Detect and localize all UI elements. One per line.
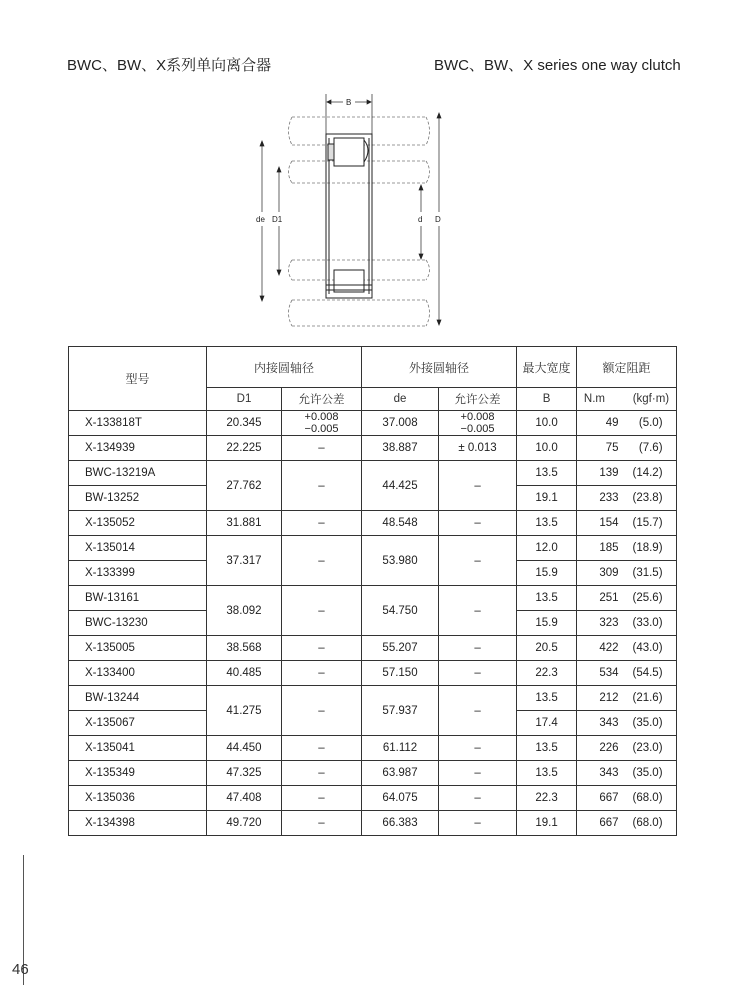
torque-kgf: (68.0) xyxy=(632,817,663,829)
width-b-cell: 22.3 xyxy=(517,661,577,686)
torque-nm: 667 xyxy=(599,792,619,804)
torque-kgf: (25.6) xyxy=(632,592,663,604)
header-model: 型号 xyxy=(69,347,207,411)
torque-nm: 422 xyxy=(599,642,619,654)
clutch-cross-section-diagram xyxy=(230,90,460,340)
d1-cell: 47.325 xyxy=(207,761,282,786)
torque-nm: 233 xyxy=(599,492,619,504)
tolerance-value: −0.005 xyxy=(304,423,339,435)
model-cell: X-135005 xyxy=(69,636,207,661)
tolerance-outer-cell xyxy=(439,586,517,636)
d1-cell: 22.225 xyxy=(207,436,282,461)
header-kgf: (kgf·m) xyxy=(632,393,670,405)
torque-nm: 667 xyxy=(599,817,619,829)
width-b-cell: 13.5 xyxy=(517,461,577,486)
header-tolerance-outer: 允许公差 xyxy=(439,388,517,411)
model-cell: X-135014 xyxy=(69,536,207,561)
de-cell: 57.937 xyxy=(362,686,439,736)
tolerance-value: – xyxy=(318,704,325,717)
header-inner-diameter: 内接圆轴径 xyxy=(207,347,362,388)
model-cell: X-133399 xyxy=(69,561,207,586)
d1-cell: 49.720 xyxy=(207,811,282,836)
width-b-cell: 13.5 xyxy=(517,586,577,611)
label-d-large: D xyxy=(435,215,441,224)
tolerance-value: – xyxy=(474,704,481,717)
header-de: de xyxy=(362,388,439,411)
de-cell: 57.150 xyxy=(362,661,439,686)
torque-nm: 251 xyxy=(599,592,619,604)
torque-cell xyxy=(577,561,677,586)
label-d-small: d xyxy=(418,215,423,224)
torque-cell xyxy=(577,511,677,536)
de-cell: 54.750 xyxy=(362,586,439,636)
tolerance-outer-cell xyxy=(439,411,517,436)
torque-nm: 185 xyxy=(599,542,619,554)
tolerance-value: – xyxy=(318,604,325,617)
width-b-cell: 17.4 xyxy=(517,711,577,736)
torque-cell xyxy=(577,786,677,811)
table-row xyxy=(69,761,677,786)
d1-cell: 38.568 xyxy=(207,636,282,661)
torque-cell xyxy=(577,461,677,486)
width-b-cell: 10.0 xyxy=(517,436,577,461)
header-outer-diameter: 外接圆轴径 xyxy=(362,347,517,388)
header-rated-torque: 额定阻距 xyxy=(577,347,677,388)
torque-kgf: (54.5) xyxy=(632,667,663,679)
label-b: B xyxy=(346,98,352,107)
width-b-cell: 10.0 xyxy=(517,411,577,436)
tolerance-inner-cell xyxy=(282,461,362,511)
header-nm: N.m xyxy=(583,393,606,405)
label-de: de xyxy=(256,215,265,224)
tolerance-outer-cell xyxy=(439,511,517,536)
model-cell: X-134939 xyxy=(69,436,207,461)
torque-nm: 343 xyxy=(599,717,619,729)
tolerance-outer-cell xyxy=(439,786,517,811)
tolerance-value: – xyxy=(318,642,325,654)
model-cell: BW-13252 xyxy=(69,486,207,511)
tolerance-value: – xyxy=(474,642,481,654)
torque-kgf: (5.0) xyxy=(638,417,663,429)
table-row xyxy=(69,686,677,711)
spec-table xyxy=(68,346,677,836)
de-cell: 64.075 xyxy=(362,786,439,811)
width-b-cell: 13.5 xyxy=(517,511,577,536)
tolerance-inner-cell xyxy=(282,736,362,761)
tolerance-value: −0.005 xyxy=(460,423,495,435)
tolerance-value: – xyxy=(474,517,481,529)
de-cell: 38.887 xyxy=(362,436,439,461)
torque-cell xyxy=(577,586,677,611)
tolerance-value: – xyxy=(318,479,325,492)
tolerance-inner-cell xyxy=(282,411,362,436)
header-d1: D1 xyxy=(207,388,282,411)
model-cell: X-135349 xyxy=(69,761,207,786)
width-b-cell: 13.5 xyxy=(517,686,577,711)
table-row xyxy=(69,586,677,611)
tolerance-inner-cell xyxy=(282,686,362,736)
torque-nm: 343 xyxy=(599,767,619,779)
page-title-chinese: BWC、BW、X系列单向离合器 xyxy=(67,57,272,74)
width-b-cell: 22.3 xyxy=(517,786,577,811)
tolerance-outer-cell xyxy=(439,436,517,461)
torque-cell xyxy=(577,736,677,761)
page-title-english: BWC、BW、X series one way clutch xyxy=(434,57,681,74)
tolerance-value: – xyxy=(318,792,325,804)
de-cell: 66.383 xyxy=(362,811,439,836)
width-b-cell: 19.1 xyxy=(517,486,577,511)
table-row xyxy=(69,461,677,486)
tolerance-inner-cell xyxy=(282,761,362,786)
tolerance-inner-cell xyxy=(282,436,362,461)
d1-cell: 47.408 xyxy=(207,786,282,811)
torque-nm: 226 xyxy=(599,742,619,754)
de-cell: 48.548 xyxy=(362,511,439,536)
tolerance-outer-cell xyxy=(439,461,517,511)
tolerance-outer-cell xyxy=(439,811,517,836)
model-cell: X-133818T xyxy=(69,411,207,436)
tolerance-inner-cell xyxy=(282,511,362,536)
torque-cell xyxy=(577,661,677,686)
model-cell: X-135041 xyxy=(69,736,207,761)
torque-kgf: (14.2) xyxy=(632,467,663,479)
de-cell: 55.207 xyxy=(362,636,439,661)
torque-kgf: (31.5) xyxy=(632,567,663,579)
tolerance-value: – xyxy=(474,792,481,804)
tolerance-value: +0.008 xyxy=(304,411,339,423)
d1-cell: 31.881 xyxy=(207,511,282,536)
tolerance-value: – xyxy=(318,554,325,567)
torque-kgf: (7.6) xyxy=(638,442,663,454)
header-max-width: 最大宽度 xyxy=(517,347,577,388)
clutch-body xyxy=(326,134,372,298)
d1-cell: 41.275 xyxy=(207,686,282,736)
tolerance-value: – xyxy=(474,667,481,679)
width-b-cell: 12.0 xyxy=(517,536,577,561)
tolerance-value: – xyxy=(318,667,325,679)
torque-kgf: (18.9) xyxy=(632,542,663,554)
model-cell: X-135052 xyxy=(69,511,207,536)
tolerance-inner-cell xyxy=(282,536,362,586)
torque-cell xyxy=(577,486,677,511)
de-cell: 44.425 xyxy=(362,461,439,511)
de-cell: 53.980 xyxy=(362,536,439,586)
tolerance-value: – xyxy=(474,767,481,779)
tolerance-value: – xyxy=(474,479,481,492)
tolerance-value: – xyxy=(474,604,481,617)
tolerance-inner-cell xyxy=(282,786,362,811)
d1-cell: 27.762 xyxy=(207,461,282,511)
torque-cell xyxy=(577,711,677,736)
torque-nm: 75 xyxy=(605,442,619,454)
tolerance-outer-cell xyxy=(439,736,517,761)
torque-kgf: (21.6) xyxy=(632,692,663,704)
tolerance-inner-cell xyxy=(282,636,362,661)
d1-cell: 38.092 xyxy=(207,586,282,636)
tolerance-outer-cell xyxy=(439,686,517,736)
torque-cell xyxy=(577,686,677,711)
d1-cell: 37.317 xyxy=(207,536,282,586)
table-row xyxy=(69,661,677,686)
width-b-cell: 13.5 xyxy=(517,761,577,786)
table-row xyxy=(69,736,677,761)
table-header-row xyxy=(69,347,677,388)
table-row xyxy=(69,511,677,536)
tolerance-value: – xyxy=(318,742,325,754)
width-b-cell: 15.9 xyxy=(517,561,577,586)
torque-cell xyxy=(577,811,677,836)
tolerance-inner-cell xyxy=(282,586,362,636)
d1-cell: 40.485 xyxy=(207,661,282,686)
torque-nm: 534 xyxy=(599,667,619,679)
tolerance-outer-cell xyxy=(439,761,517,786)
torque-kgf: (43.0) xyxy=(632,642,663,654)
header-b: B xyxy=(517,388,577,411)
tolerance-inner-cell xyxy=(282,811,362,836)
model-cell: BWC-13219A xyxy=(69,461,207,486)
tolerance-value: +0.008 xyxy=(460,411,495,423)
table-row xyxy=(69,436,677,461)
tolerance-value: – xyxy=(474,817,481,829)
table-row xyxy=(69,536,677,561)
torque-nm: 323 xyxy=(599,617,619,629)
torque-cell xyxy=(577,536,677,561)
torque-cell xyxy=(577,611,677,636)
table-row xyxy=(69,636,677,661)
torque-kgf: (15.7) xyxy=(632,517,663,529)
model-cell: BW-13161 xyxy=(69,586,207,611)
torque-cell xyxy=(577,761,677,786)
torque-kgf: (35.0) xyxy=(632,717,663,729)
header-tolerance-inner: 允许公差 xyxy=(282,388,362,411)
torque-kgf: (33.0) xyxy=(632,617,663,629)
torque-nm: 139 xyxy=(599,467,619,479)
tolerance-inner-cell xyxy=(282,661,362,686)
model-cell: X-135067 xyxy=(69,711,207,736)
label-d1: D1 xyxy=(272,215,283,224)
tolerance-outer-cell xyxy=(439,536,517,586)
torque-nm: 212 xyxy=(599,692,619,704)
table-row xyxy=(69,786,677,811)
torque-kgf: (35.0) xyxy=(632,767,663,779)
width-b-cell: 15.9 xyxy=(517,611,577,636)
table-row xyxy=(69,811,677,836)
tolerance-value: – xyxy=(318,517,325,529)
torque-nm: 154 xyxy=(599,517,619,529)
torque-cell xyxy=(577,436,677,461)
torque-cell xyxy=(577,636,677,661)
table-row xyxy=(69,411,677,436)
torque-nm: 309 xyxy=(599,567,619,579)
de-cell: 37.008 xyxy=(362,411,439,436)
tolerance-value: – xyxy=(318,442,325,454)
tolerance-value: – xyxy=(474,554,481,567)
tolerance-outer-cell xyxy=(439,636,517,661)
d1-cell: 44.450 xyxy=(207,736,282,761)
d1-cell: 20.345 xyxy=(207,411,282,436)
header-torque-units xyxy=(577,388,677,411)
width-b-cell: 13.5 xyxy=(517,736,577,761)
width-b-cell: 20.5 xyxy=(517,636,577,661)
torque-kgf: (23.8) xyxy=(632,492,663,504)
page-number: 46 xyxy=(12,961,29,978)
tolerance-value: – xyxy=(318,767,325,779)
tolerance-value: – xyxy=(474,742,481,754)
model-cell: X-135036 xyxy=(69,786,207,811)
width-b-cell: 19.1 xyxy=(517,811,577,836)
torque-cell xyxy=(577,411,677,436)
de-cell: 61.112 xyxy=(362,736,439,761)
de-cell: 63.987 xyxy=(362,761,439,786)
model-cell: BW-13244 xyxy=(69,686,207,711)
model-cell: X-133400 xyxy=(69,661,207,686)
torque-kgf: (23.0) xyxy=(632,742,663,754)
model-cell: BWC-13230 xyxy=(69,611,207,636)
tolerance-outer-cell xyxy=(439,661,517,686)
tolerance-value: – xyxy=(318,817,325,829)
torque-nm: 49 xyxy=(605,417,619,429)
tolerance-value: ± 0.013 xyxy=(458,442,497,454)
model-cell: X-134398 xyxy=(69,811,207,836)
torque-kgf: (68.0) xyxy=(632,792,663,804)
